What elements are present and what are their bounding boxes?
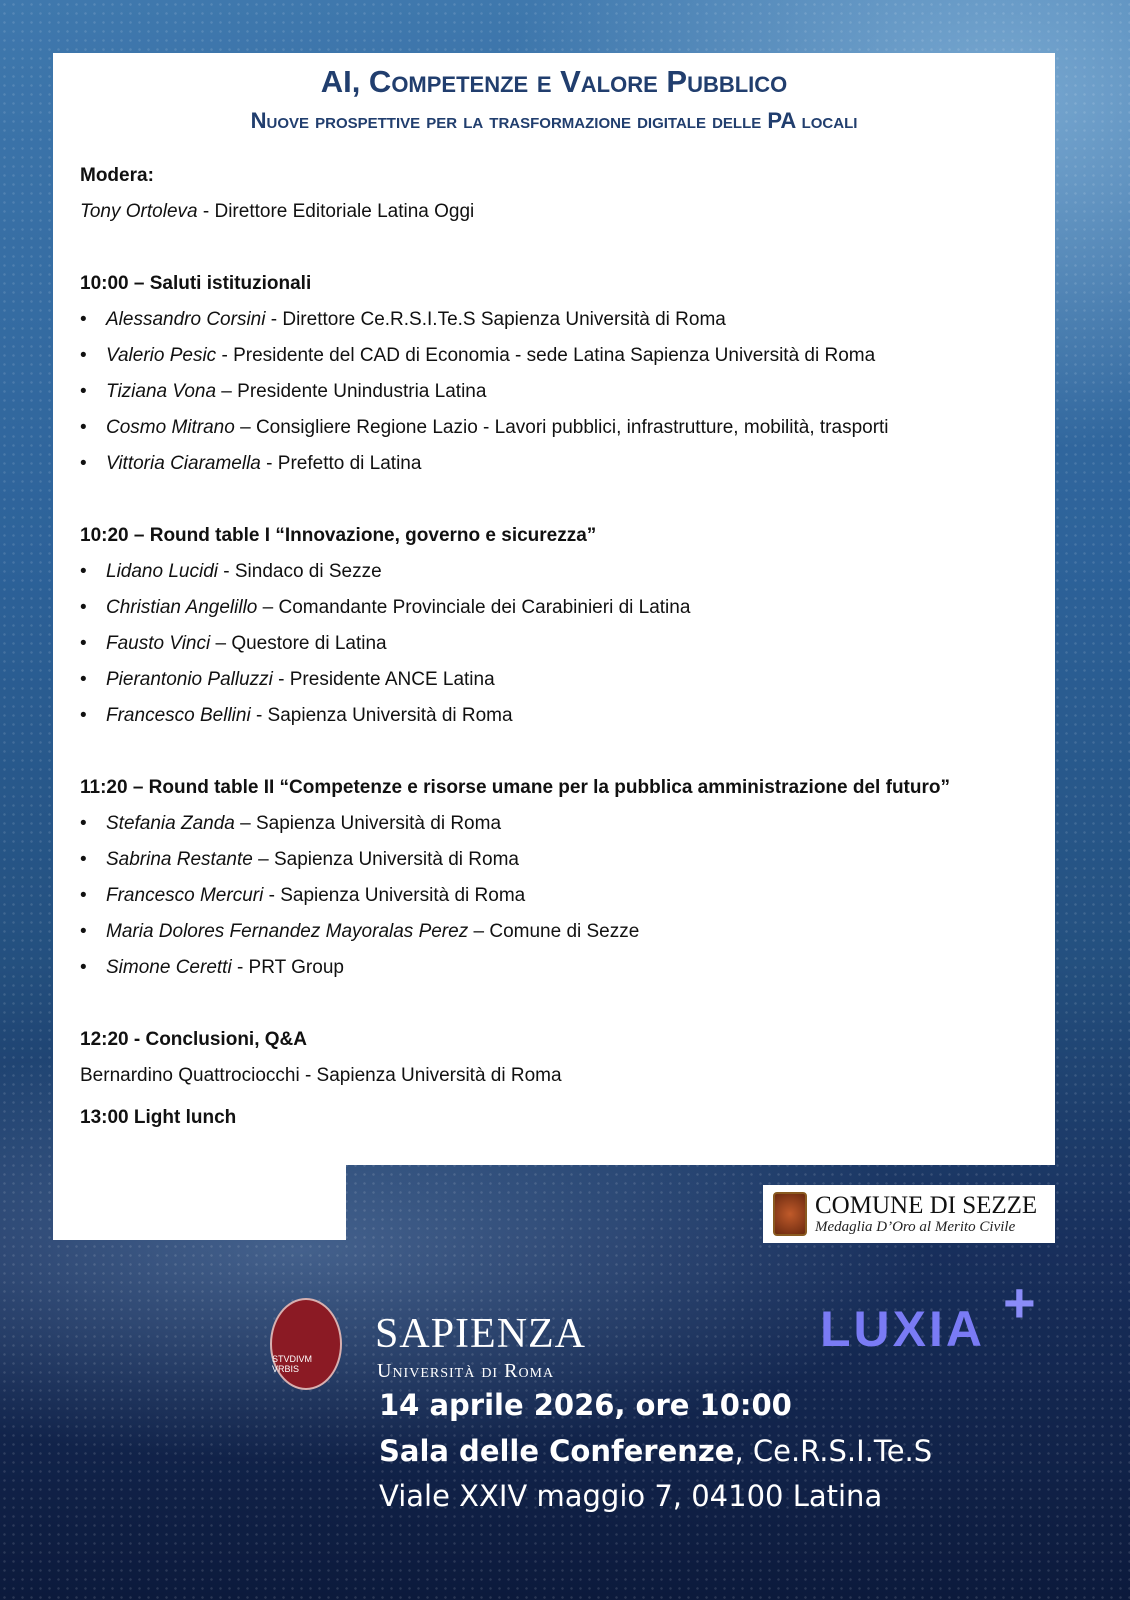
page-subtitle: Nuove prospettive per la trasformazione digitale delle PA locali	[250, 108, 858, 133]
moderator-label: Modera:	[80, 165, 154, 186]
speaker-name: Vittoria Ciaramella	[106, 453, 261, 474]
speaker-role: – Comandante Provinciale dei Carabinieri di Latina	[257, 597, 691, 618]
conclusions-speaker: Bernardino Quattrociocchi - Sapienza Università di Roma	[80, 1065, 562, 1086]
event-venue	[379, 1434, 932, 1468]
speaker-role: - Sindaco di Sezze	[217, 561, 382, 582]
speaker-item	[80, 446, 1040, 482]
speaker-role: – Questore di Latina	[210, 633, 387, 654]
speaker-item	[80, 626, 1040, 662]
speaker-name: Fausto Vinci	[106, 633, 211, 654]
program	[80, 158, 1040, 1136]
speaker-item	[80, 842, 1040, 878]
speaker-role: - Presidente ANCE Latina	[272, 669, 495, 690]
speaker-role: – Sapienza Università di Roma	[234, 813, 502, 834]
speaker-role: – Presidente Unindustria Latina	[216, 381, 487, 402]
speaker-item	[80, 590, 1040, 626]
speaker-item	[80, 374, 1040, 410]
speaker-item	[80, 302, 1040, 338]
section-heading: 10:00 – Saluti istituzionali	[80, 273, 312, 294]
conclusions-heading: 12:20 - Conclusioni, Q&A	[80, 1029, 307, 1050]
speaker-name: Maria Dolores Fernandez Mayoralas Perez	[106, 921, 469, 942]
speaker-role: - Prefetto di Latina	[260, 453, 422, 474]
speaker-name: Francesco Bellini	[106, 705, 251, 726]
speaker-name: Christian Angelillo	[106, 597, 258, 618]
speaker-item	[80, 554, 1040, 590]
seal-text: STVDIVM VRBIS	[272, 1354, 313, 1374]
speaker-role: - Sapienza Università di Roma	[250, 705, 513, 726]
speaker-name: Cosmo Mitrano	[106, 417, 235, 438]
moderator	[80, 194, 1040, 230]
sapienza-title: SAPIENZA	[375, 1311, 587, 1357]
sezze-subtitle: Medaglia D’Oro al Merito Civile	[815, 1218, 1016, 1235]
speaker-role: - Direttore Ce.R.S.I.Te.S Sapienza Università di Roma	[265, 309, 726, 330]
comune-di-sezze-logo	[763, 1185, 1055, 1243]
speaker-item	[80, 914, 1040, 950]
speaker-role: - Sapienza Università di Roma	[263, 885, 526, 906]
speaker-item	[80, 806, 1040, 842]
speaker-item	[80, 878, 1040, 914]
program-panel-extension	[53, 1160, 346, 1240]
luxia-logo: LUXIA	[820, 1301, 985, 1357]
speaker-name: Tiziana Vona	[106, 381, 217, 402]
event-date: 14 aprile 2026, ore 10:00	[379, 1388, 792, 1422]
sezze-title: COMUNE DI SEZZE	[815, 1191, 1038, 1219]
sapienza-subtitle: Università di Roma	[377, 1360, 555, 1382]
sezze-crest-icon	[773, 1192, 807, 1236]
speaker-role: - PRT Group	[231, 957, 344, 978]
event-address: Viale XXIV maggio 7, 04100 Latina	[379, 1479, 883, 1513]
speaker-item	[80, 410, 1040, 446]
speaker-item	[80, 698, 1040, 734]
speaker-role: - Presidente del CAD di Economia - sede Latina Sapienza Università di Roma	[216, 345, 876, 366]
speaker-name: Francesco Mercuri	[106, 885, 264, 906]
speaker-role: – Consigliere Regione Lazio - Lavori pubblici, infrastrutture, mobilità, trasporti	[234, 417, 889, 438]
speaker-item	[80, 662, 1040, 698]
venue-name: Sala delle Conferenze	[379, 1434, 735, 1468]
page-title: AI, Competenze e Valore Pubblico	[320, 64, 788, 99]
speaker-name: Lidano Lucidi	[106, 561, 218, 582]
section-heading: 10:20 – Round table I “Innovazione, governo e sicurezza”	[80, 525, 597, 546]
speaker-name: Simone Ceretti	[106, 957, 232, 978]
moderator-role: - Direttore Editoriale Latina Oggi	[197, 201, 475, 222]
speaker-name: Pierantonio Palluzzi	[106, 669, 273, 690]
lunch: 13:00 Light lunch	[80, 1107, 237, 1128]
speaker-item	[80, 338, 1040, 374]
luxia-plus-icon: +	[1003, 1271, 1036, 1334]
speaker-name: Valerio Pesic	[106, 345, 217, 366]
speaker-role: – Sapienza Università di Roma	[252, 849, 519, 870]
moderator-name: Tony Ortoleva	[80, 201, 198, 222]
sapienza-seal-icon	[270, 1298, 342, 1390]
speaker-item	[80, 950, 1040, 986]
venue-rest: , Ce.R.S.I.Te.S	[734, 1434, 933, 1468]
speaker-name: Sabrina Restante	[106, 849, 253, 870]
speaker-role: – Comune di Sezze	[468, 921, 640, 942]
speaker-name: Stefania Zanda	[106, 813, 235, 834]
section-heading: 11:20 – Round table II “Competenze e risorse umane per la pubblica amministrazione del futuro”	[80, 777, 950, 798]
speaker-name: Alessandro Corsini	[106, 309, 266, 330]
